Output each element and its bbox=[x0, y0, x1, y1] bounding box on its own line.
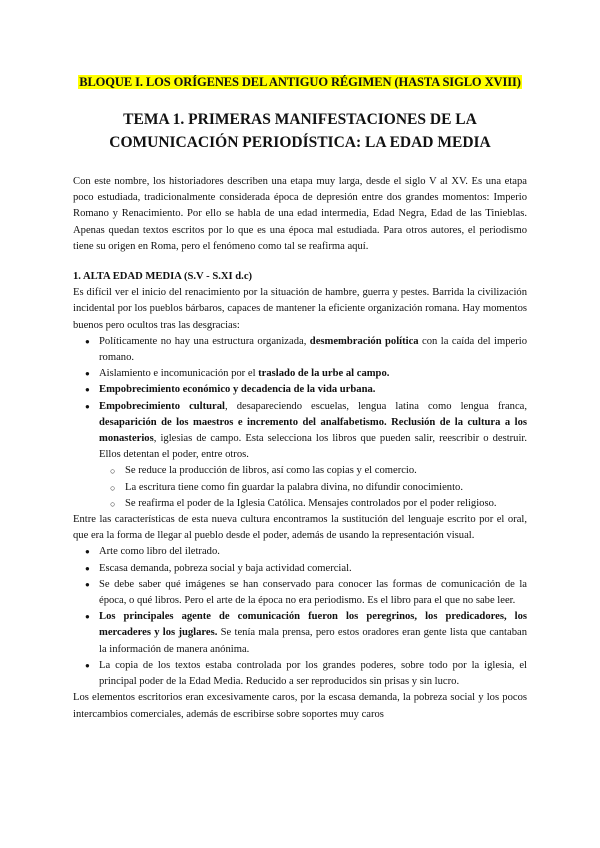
list-item: ● Empobrecimiento cultural, desapareciendo escuelas, lengua latina como lengua franca, desaparición de los maestros e incremento del analfabetismo. Reclusión de la cultura a los monasterios, iglesias de campo. Esta selecciona los libros que pueden salir, reescribir o destruir. Ellos detentan el poder, entre otros. ○ Se reduce la producción de libros, así como las copias y el comercio. ○ La escritura tiene como fin guardar la palabra divina, no difundir conocimiento. ○ Se reafirma el poder de la Iglesia Católica. Mensajes controlados por el poder religioso. bbox=[73, 399, 527, 512]
bloque-title: BLOQUE I. LOS ORÍGENES DEL ANTIGUO RÉGIMEN (HASTA SIGLO XVIII) bbox=[79, 75, 521, 89]
bloque-heading bbox=[0, 73, 600, 91]
bullet-list-2 bbox=[73, 544, 527, 690]
section-paragraph-2: Entre las características de esta nueva cultura encontramos la sustitución del lenguaje escrito por el oral, que era la forma de llegar al pueblo desde el poder, además de usando la representación visual. bbox=[73, 514, 527, 542]
intro-paragraph: Con este nombre, los historiadores describen una etapa muy larga, desde el siglo V al XV. Es una etapa poco estudiada, tradicionalmente considerada época de depresión entre dos grandes momentos: Imperio Romano y Renacimiento. Por ello se habla de una edad intermedia, Edad Negra, Edad de las Tinieblas. Apenas quedan textos escritos por lo que es una época mal estudiada. Para otros autores, el periodismo tiene su origen en Roma, pero el fenómeno como tal se reafirma aquí. bbox=[73, 176, 527, 252]
section-title: 1. ALTA EDAD MEDIA (S.V - S.XI d.c) bbox=[73, 271, 253, 283]
sub-list-item: ○ Se reduce la producción de libros, así como las copias y el comercio. bbox=[73, 463, 527, 479]
sub-list-item: ○ Se reafirma el poder de la Iglesia Católica. Mensajes controlados por el poder religioso. bbox=[73, 496, 527, 512]
list-item: ● Arte como libro del iletrado. bbox=[73, 544, 527, 560]
list-item: ● Se debe saber qué imágenes se han conservado para conocer las formas de comunicación de la época, o qué libros. Pero el arte de la época no era periodismo. Es el libro para el que no sabe leer. bbox=[73, 577, 527, 609]
list-item: ● La copia de los textos estaba controlada por los grandes poderes, sobre todo por la iglesia, el principal poder de la Edad Media. Reducido a ser reproducidos sin prisas y sin lucro. bbox=[73, 658, 527, 690]
bullet-list-1 bbox=[73, 334, 527, 512]
list-item: ● Escasa demanda, pobreza social y baja actividad comercial. bbox=[73, 561, 527, 577]
list-item: ● Políticamente no hay una estructura organizada, desmembración política con la caída del imperio romano. bbox=[73, 334, 527, 366]
section-paragraph: Es difícil ver el inicio del renacimiento por la situación de hambre, guerra y pestes. Barrida la civilización incidental por los pueblos bárbaros, capaces de mantener la eficiente organización romana. Hay momentos buenos pero ocultos tras las desgracias: bbox=[73, 287, 527, 331]
section-paragraph-3: Los elementos escritorios eran excesivamente caros, por la escasa demanda, la pobreza social y los pocos intercambios comerciales, además de escribirse sobre soportes muy caros bbox=[73, 692, 527, 720]
tema-title-line2: COMUNICACIÓN PERIODÍSTICA: LA EDAD MEDIA bbox=[109, 134, 491, 151]
list-item: ● Los principales agente de comunicación fueron los peregrinos, los predicadores, los mercaderes y los juglares. Se tenía mala prensa, pero estos oradores eran gente lista que cantaban la información de manera anónima. bbox=[73, 609, 527, 658]
sub-list-item: ○ La escritura tiene como fin guardar la palabra divina, no difundir conocimiento. bbox=[73, 480, 527, 496]
list-item: ● Empobrecimiento económico y decadencia de la vida urbana. bbox=[73, 382, 527, 398]
tema-title-line1: TEMA 1. PRIMERAS MANIFESTACIONES DE LA bbox=[123, 111, 477, 128]
list-item: ● Aislamiento e incomunicación por el traslado de la urbe al campo. bbox=[73, 366, 527, 382]
document-body bbox=[73, 174, 527, 723]
sub-bullet-list bbox=[73, 463, 527, 512]
tema-title bbox=[40, 108, 560, 154]
